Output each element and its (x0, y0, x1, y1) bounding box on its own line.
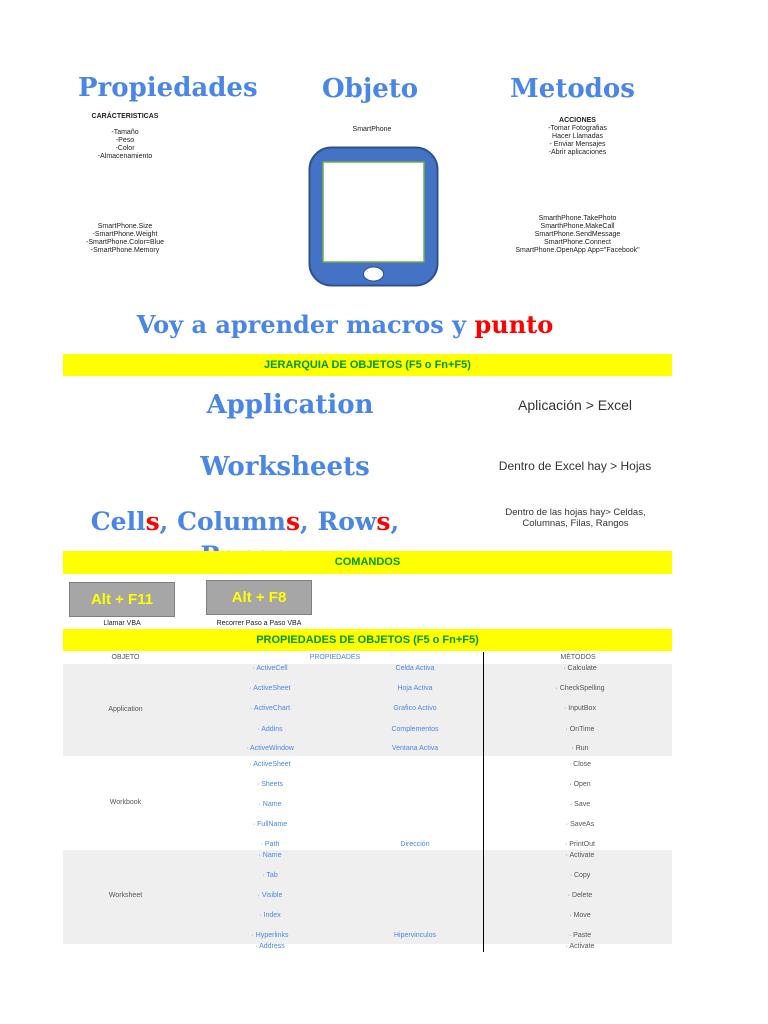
method-cell: · SaveAs (565, 821, 595, 828)
column-divider (483, 652, 484, 952)
method-cell: · Close (568, 761, 592, 768)
list-item: -SmartPhone.Memory (90, 247, 160, 254)
list-item: -Color (115, 145, 135, 152)
alt-f8-key: Alt + F8 (206, 580, 312, 615)
list-item: SmartPhone.Size (97, 223, 153, 230)
list-item: - Enviar Mensajes (549, 141, 606, 148)
desc-cell: Dirección (400, 841, 430, 848)
method-cell: · Open (569, 781, 591, 788)
prop-cell: · FullName (252, 821, 288, 828)
smartphone-icon (308, 146, 439, 287)
method-cell: · OnTime (565, 726, 595, 733)
caracteristicas-label: CARÁCTERISTICAS (91, 113, 159, 120)
list-item: -Tomar Fotografias (548, 125, 607, 132)
desc-cell: Complementos (391, 726, 439, 733)
prop-cell: · Path (260, 841, 280, 848)
columns-word: , Column (159, 507, 286, 536)
list-item: -Almacenamiento (97, 153, 153, 160)
prop-cell: · Addins (257, 726, 283, 733)
prop-cell: · Visible (257, 892, 283, 899)
cells-word: Cell (90, 507, 146, 536)
method-cell: · Delete (567, 892, 593, 899)
methods-code-list (505, 215, 650, 255)
prop-cell: · Hyperlinks (251, 932, 289, 939)
method-cell: · Run (571, 745, 589, 752)
prop-cell: · Index (259, 912, 281, 919)
list-item: SmarthPhone.TakePhoto (538, 215, 617, 222)
caracteristicas-list (80, 129, 170, 161)
props-code-list (80, 223, 170, 255)
prop-cell: · ActiveWindow (246, 745, 294, 752)
method-cell: · Activate (565, 852, 595, 859)
alt-f11-key: Alt + F11 (69, 582, 175, 617)
propiedades-title: Propiedades (78, 73, 258, 103)
objeto-title: Objeto (322, 74, 419, 104)
desc-cell: Celda Activa (395, 665, 435, 672)
plural-s: s (376, 507, 391, 536)
list-item: -Peso (115, 137, 135, 144)
application-title: Application (206, 390, 374, 420)
method-cell: · InputBox (564, 705, 596, 712)
desc-cell: Grafico Activo (393, 705, 437, 712)
jerarquia-band: JERARQUIA DE OBJETOS (F5 o Fn+F5) (63, 354, 672, 376)
prop-cell: · ActiveCell (252, 665, 288, 672)
header-propiedades: PROPIEDADES (309, 654, 361, 661)
headline-highlight: punto (474, 310, 554, 339)
plural-s: s (145, 507, 160, 536)
rows-word: , Row (300, 507, 377, 536)
list-item: -Abrir aplicaciones (548, 149, 607, 156)
list-item: SmartPhone.Connect (544, 239, 611, 246)
method-cell: · Move (569, 912, 591, 919)
cells-desc: Dentro de las hojas hay> Celdas, Columnas, Filas, Rangos (505, 507, 646, 529)
list-item: -SmartPhone.Color=Blue (85, 239, 164, 246)
list-item: SmarthPhone.MakeCall (540, 223, 615, 230)
acciones-label: ACCIONES (559, 117, 596, 124)
desc-cell: Hipervinculos (393, 932, 437, 939)
propiedades-objetos-band: PROPIEDADES DE OBJETOS (F5 o Fn+F5) (63, 629, 672, 651)
list-item: SmartPhone.SendMessage (534, 231, 621, 238)
comandos-label: COMANDOS (334, 556, 401, 568)
prop-cell: · ActiveSheet (249, 685, 291, 692)
metodos-title: Metodos (510, 74, 635, 104)
method-cell: · Copy (569, 872, 591, 879)
method-cell: · Calculate (563, 665, 597, 672)
desc-cell: Hoja Activa (397, 685, 433, 692)
list-item: Hacer Llamadas (552, 133, 603, 140)
object-worksheet: Worksheet (108, 892, 143, 899)
headline-text: Voy a aprender macros y (136, 310, 475, 339)
method-cell: · PrintOut (565, 841, 595, 848)
application-desc: Aplicación > Excel (517, 397, 632, 413)
acciones-list (530, 125, 625, 157)
prop-cell: · Sheets (256, 781, 284, 788)
prop-cell: · Name (258, 852, 282, 859)
prop-cell: · Address (255, 943, 285, 950)
smartphone-label: SmartPhone (352, 126, 392, 133)
desc-cell: Ventana Activa (391, 745, 439, 752)
prop-cell: · Tab (262, 872, 278, 879)
list-item: SmartPhone.OpenApp App="Facebook" (515, 247, 640, 254)
comma: , (390, 507, 400, 536)
header-metodos: MÉTODOS (560, 654, 596, 661)
worksheets-desc: Dentro de Excel hay > Hojas (498, 459, 652, 473)
prop-cell: · Name (258, 801, 282, 808)
header-objeto: OBJETO (111, 654, 140, 661)
headline (0, 310, 690, 339)
prop-cell: · ActiveChart (249, 705, 291, 712)
list-item: -Tamaño (111, 129, 139, 136)
method-cell: · Activate (565, 943, 595, 950)
method-cell: · Paste (568, 932, 592, 939)
object-workbook: Workbook (109, 799, 142, 806)
method-cell: · Save (569, 801, 591, 808)
prop-cell: · ActiveSheet (249, 761, 291, 768)
object-application: Application (108, 706, 143, 713)
method-cell: · CheckSpelling (555, 685, 605, 692)
plural-s: s (285, 507, 301, 536)
alt-f11-desc: Llamar VBA (103, 620, 141, 627)
alt-f8-desc: Recorrer Paso a Paso VBA (216, 620, 302, 627)
list-item: -SmartPhone.Weight (92, 231, 158, 238)
worksheets-title: Worksheets (200, 452, 370, 482)
